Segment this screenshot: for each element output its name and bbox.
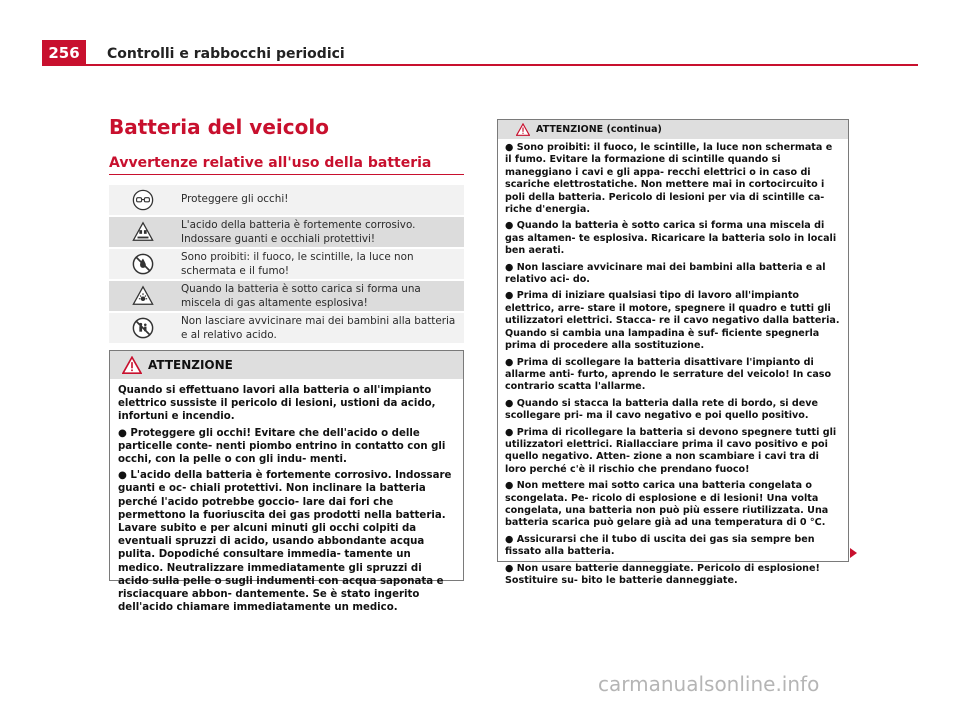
attention-paragraph: ● Quando la batteria è sotto carica si forma una miscela di gas altamen- te esplosiva. Ricaricare la batteria solo in locali ben aerati. [505,220,837,257]
attention-continued-title: ATTENZIONE (continua) [536,124,662,135]
attention-paragraph: ● Non usare batterie danneggiate. Pericolo di esplosione! Sostituire su- bito le batterie danneggiate. [505,562,820,586]
attention-paragraph: ● Assicurarsi che il tubo di uscita dei gas sia sempre ben fissato alla batteria. [505,533,815,558]
no-fire-icon [132,253,154,275]
warning-symbol-table [109,185,464,345]
continue-arrow-icon [850,548,857,558]
warning-row [109,281,464,311]
explosive-gas-icon [132,285,154,307]
attention-paragraph: ● Prima di iniziare qualsiasi tipo di lavoro all'impianto elettrico, arre- stare il motore, spegnere il quadro e tutti gli utilizzatori elettrici. Stacca- re il cavo negativo dalla batteria. Quando si cambia una lampadina è suf- ficiente spegnerla prima di procedere alla sostituzione. [505,290,840,352]
warning-triangle-icon [516,123,530,136]
attention-paragraph: Quando si effettuano lavori alla batteria o all'impianto elettrico sussiste il pericolo di lesioni, ustioni da acido, infortuni e incendio. [118,385,436,423]
attention-paragraph: ● Non lasciare avvicinare mai dei bambini alla batteria e al relativo aci- do. [505,261,826,286]
section-title: Batteria del veicolo [109,115,329,139]
subsection-title: Avvertenze relative all'uso della batteria [109,155,432,171]
header-rule [42,64,918,66]
attention-body [110,379,463,614]
attention-paragraph: ● Prima di scollegare la batteria disattivare l'impianto di allarme anti- furto, aprendo le serrature del veicolo! In caso contrario scatta l'allarme. [505,356,832,393]
eye-protection-icon [132,189,154,211]
watermark: carmanualsonline.info [598,672,820,696]
attention-paragraph: ● Proteggere gli occhi! Evitare che dell'acido o delle particelle conte- nenti piombo entrino in contatto con gli occhi, con la pelle o con gli indu- menti. [118,427,446,466]
warning-text: Proteggere gli occhi! [181,193,289,205]
attention-paragraph: ● Quando si stacca la batteria dalla rete di bordo, si deve scollegare pri- ma il cavo negativo e poi quello positivo. [505,397,819,422]
attention-paragraph: ● Non mettere mai sotto carica una batteria congelata o scongelata. Pe- ricolo di esplosione e di lesioni! Una volta congelata, una batteria non può più essere riutilizzata. Una batteria scarica può gelare già ad una temperatura di 0 °C. [505,480,829,529]
attention-paragraph: ● Sono proibiti: il fuoco, le scintille, la luce non schermata e il fumo. Evitare la formazione di scintille quando si maneggiano i cavi e gli appa- recchi elettrici o in caso di scariche elettrostatiche. Non mettere mai in cortocircuito i poli della batteria. Pericolo di lesioni per via di scintille ca- riche d'energia. [505,142,833,216]
attention-continued-body [498,139,848,587]
warning-text: Quando la batteria è sotto carica si forma una miscela di gas altamente esplosiva! [181,283,421,309]
attention-box [109,350,464,614]
keep-children-away-icon [132,317,154,339]
warning-row [109,185,464,215]
chapter-title: Controlli e rabbocchi periodici [107,46,345,62]
warning-row [109,249,464,279]
attention-continued-header [498,120,848,139]
attention-continued-box [497,119,849,586]
corrosive-acid-icon [132,221,154,243]
warning-text: Non lasciare avvicinare mai dei bambini alla batteria e al relativo acido. [181,315,456,341]
warning-text: Sono proibiti: il fuoco, le scintille, la luce non schermata e il fumo! [181,251,414,277]
warning-row [109,313,464,343]
warning-triangle-icon [122,356,142,374]
warning-row [109,217,464,247]
attention-paragraph: ● L'acido della batteria è fortemente corrosivo. Indossare guanti e oc- chiali protettivi. Non inclinare la batteria perché l'acido potrebbe goccio- lare dai fori che permettono la fuoriuscita dei gas prodotti nella batteria. Lavare subito e per alcuni minuti gli occhi colpiti da eventuali spruzzi di acido, usando abbondante acqua pulita. Dopodiché consultare immedia- tamente un medico. Neutralizzare immediatamente gli spruzzi di acido sulla pelle o sugli indumenti con acqua saponata e risciacquare abbon- dantemente. Se è stato ingerito dell'acido chiamare immediatamente un medico. [118,470,452,614]
page-number: 256 [42,40,86,66]
attention-title: ATTENZIONE [148,358,233,372]
subsection-rule [109,174,464,175]
attention-paragraph: ● Prima di ricollegare la batteria si devono spegnere tutti gli utilizzatori elettrici. Riallacciare prima il cavo positivo e poi quello negativo. Atten- zione a non scambiare i cavi tra di loro perché c'è il rischio che prendano fuoco! [505,426,837,475]
warning-text: L'acido della batteria è fortemente corrosivo. Indossare guanti e occhiali protettivi! [181,219,416,245]
attention-header [110,351,463,379]
